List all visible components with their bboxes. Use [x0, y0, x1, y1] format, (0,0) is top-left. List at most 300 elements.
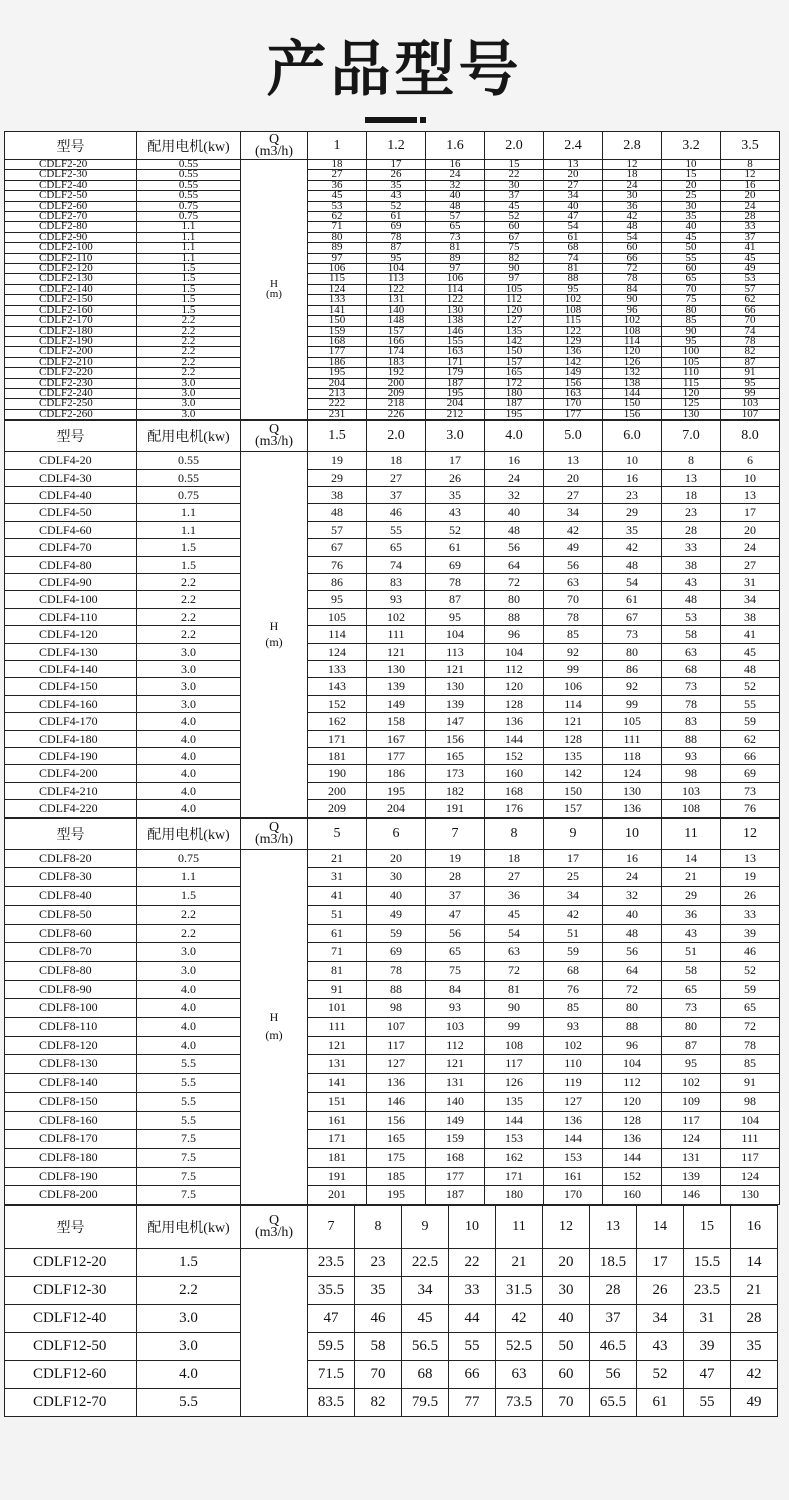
head-value-cell: 45 — [308, 191, 367, 201]
head-value-cell: 121 — [426, 661, 485, 678]
head-value-cell: 117 — [367, 1036, 426, 1055]
head-value-cell: 165 — [367, 1130, 426, 1149]
head-value-cell: 83.5 — [308, 1389, 355, 1417]
head-value-cell: 80 — [603, 999, 662, 1018]
head-value-cell: 148 — [367, 316, 426, 326]
head-value-cell: 78 — [367, 232, 426, 242]
table-row — [5, 1249, 778, 1277]
head-value-cell: 45 — [721, 253, 780, 263]
head-value-cell: 149 — [367, 695, 426, 712]
head-value-cell: 91 — [721, 368, 780, 378]
head-value-cell: 73 — [426, 232, 485, 242]
head-value-cell: 29 — [662, 887, 721, 906]
flow-value-header: 5 — [308, 818, 367, 849]
head-value-cell: 48 — [308, 504, 367, 521]
head-value-cell: 136 — [544, 1111, 603, 1130]
head-value-cell: 42 — [603, 212, 662, 222]
model-header: 型号 — [5, 132, 137, 160]
flow-value-header: 13 — [590, 1206, 637, 1249]
head-value-cell: 68 — [544, 243, 603, 253]
head-value-cell: 102 — [662, 1074, 721, 1093]
flow-value-header: 7 — [308, 1206, 355, 1249]
head-value-cell: 18.5 — [590, 1249, 637, 1277]
table-row — [5, 661, 780, 678]
head-value-cell: 95 — [544, 284, 603, 294]
table-row — [5, 399, 780, 409]
head-value-cell: 35.5 — [308, 1277, 355, 1305]
motor-power-cell: 2.2 — [137, 626, 241, 643]
head-value-cell: 13 — [721, 849, 780, 868]
head-value-cell: 131 — [308, 1055, 367, 1074]
table-row — [5, 748, 780, 765]
head-value-cell: 6 — [721, 452, 780, 469]
flow-value-header: 10 — [449, 1206, 496, 1249]
head-value-cell: 73 — [662, 999, 721, 1018]
head-value-cell: 20 — [544, 469, 603, 486]
head-value-cell: 204 — [367, 800, 426, 817]
head-value-cell: 91 — [308, 980, 367, 999]
motor-power-cell: 4.0 — [137, 800, 241, 817]
head-value-cell: 156 — [426, 730, 485, 747]
head-value-cell: 35 — [731, 1333, 778, 1361]
head-value-cell: 195 — [426, 388, 485, 398]
head-value-cell: 17 — [544, 849, 603, 868]
motor-power-cell: 1.5 — [137, 539, 241, 556]
head-value-cell: 87 — [426, 591, 485, 608]
model-cell: CDLF2-160 — [5, 305, 137, 315]
flow-value-header: 1 — [308, 132, 367, 160]
head-value-cell: 170 — [544, 399, 603, 409]
motor-power-cell: 1.1 — [137, 232, 241, 242]
head-value-cell: 168 — [426, 1148, 485, 1167]
head-value-cell: 24 — [603, 180, 662, 190]
head-value-cell: 22 — [449, 1249, 496, 1277]
head-value-cell: 124 — [662, 1130, 721, 1149]
head-value-cell: 39 — [721, 924, 780, 943]
head-value-cell: 36 — [308, 180, 367, 190]
head-value-cell: 122 — [426, 295, 485, 305]
head-value-cell: 72 — [603, 980, 662, 999]
head-unit-text: (m) — [265, 635, 283, 650]
table-row — [5, 1130, 780, 1149]
head-value-cell: 70 — [721, 316, 780, 326]
table-row — [5, 1389, 778, 1417]
head-value-cell: 181 — [308, 748, 367, 765]
head-value-cell: 21 — [662, 868, 721, 887]
head-value-cell: 200 — [308, 782, 367, 799]
head-value-cell: 180 — [485, 388, 544, 398]
head-value-cell: 54 — [544, 222, 603, 232]
head-unit-text: (m) — [265, 1027, 283, 1042]
head-value-cell: 17 — [637, 1249, 684, 1277]
head-value-cell: 95 — [426, 608, 485, 625]
head-value-cell: 121 — [308, 1036, 367, 1055]
head-value-cell: 102 — [603, 316, 662, 326]
head-value-cell: 78 — [544, 608, 603, 625]
model-cell: CDLF8-160 — [5, 1111, 137, 1130]
model-cell: CDLF2-60 — [5, 201, 137, 211]
head-value-cell: 177 — [367, 748, 426, 765]
table-row — [5, 1074, 780, 1093]
head-value-cell: 24 — [485, 469, 544, 486]
motor-power-cell: 0.55 — [137, 469, 241, 486]
model-cell: CDLF12-40 — [5, 1305, 137, 1333]
head-value-cell: 52.5 — [496, 1333, 543, 1361]
head-value-cell: 36 — [662, 905, 721, 924]
head-value-cell: 61 — [308, 924, 367, 943]
head-value-cell: 115 — [544, 316, 603, 326]
motor-power-cell: 3.0 — [137, 409, 241, 419]
head-value-cell: 51 — [662, 943, 721, 962]
head-value-cell: 76 — [308, 556, 367, 573]
motor-power-cell: 5.5 — [137, 1074, 241, 1093]
head-value-cell: 33 — [721, 905, 780, 924]
head-value-cell: 61 — [426, 539, 485, 556]
head-value-cell: 81 — [426, 243, 485, 253]
flow-unit: (m3/h) — [254, 143, 294, 159]
table-row — [5, 678, 780, 695]
model-cell: CDLF8-120 — [5, 1036, 137, 1055]
model-cell: CDLF2-110 — [5, 253, 137, 263]
table-row — [5, 1333, 778, 1361]
head-value-cell: 95 — [721, 378, 780, 388]
head-value-cell: 33 — [662, 539, 721, 556]
table-row — [5, 521, 780, 538]
table-row — [5, 1277, 778, 1305]
head-value-cell: 63 — [662, 643, 721, 660]
head-value-cell: 40 — [543, 1305, 590, 1333]
head-value-cell: 108 — [603, 326, 662, 336]
head-value-cell: 84 — [426, 980, 485, 999]
head-value-cell: 209 — [308, 800, 367, 817]
head-value-cell: 34 — [544, 191, 603, 201]
head-value-cell: 23 — [662, 504, 721, 521]
head-value-cell: 69 — [367, 222, 426, 232]
head-value-cell: 31 — [684, 1305, 731, 1333]
table-row — [5, 409, 780, 419]
head-value-cell: 100 — [662, 347, 721, 357]
head-value-cell: 10 — [603, 452, 662, 469]
motor-power-cell: 0.75 — [137, 486, 241, 503]
head-value-cell: 80 — [308, 232, 367, 242]
table-row — [5, 556, 780, 573]
head-value-cell: 60 — [543, 1361, 590, 1389]
motor-power-cell: 4.0 — [137, 1361, 241, 1389]
head-value-cell: 191 — [308, 1167, 367, 1186]
head-value-cell: 82 — [721, 347, 780, 357]
flow-value-header: 12 — [543, 1206, 590, 1249]
head-value-cell: 65 — [662, 980, 721, 999]
head-value-cell: 157 — [485, 357, 544, 367]
table-row — [5, 486, 780, 503]
table-row — [5, 591, 780, 608]
flow-value-header: 4.0 — [485, 421, 544, 452]
head-value-cell: 130 — [721, 1186, 780, 1205]
model-cell: CDLF8-110 — [5, 1018, 137, 1037]
head-value-cell: 136 — [544, 347, 603, 357]
motor-power-cell: 3.0 — [137, 643, 241, 660]
head-value-cell: 59 — [721, 713, 780, 730]
head-value-cell: 17 — [721, 504, 780, 521]
head-value-cell: 160 — [485, 765, 544, 782]
head-value-cell: 110 — [662, 368, 721, 378]
head-value-cell: 23.5 — [308, 1249, 355, 1277]
head-value-cell: 54 — [603, 574, 662, 591]
head-value-cell: 128 — [603, 1111, 662, 1130]
head-value-cell: 113 — [367, 274, 426, 284]
head-value-cell: 105 — [485, 284, 544, 294]
head-value-cell: 195 — [367, 1186, 426, 1205]
head-value-cell: 226 — [367, 409, 426, 419]
head-value-cell: 96 — [603, 305, 662, 315]
head-value-cell: 108 — [485, 1036, 544, 1055]
head-value-cell: 74 — [544, 253, 603, 263]
head-value-cell: 30 — [543, 1277, 590, 1305]
flow-label: Q — [268, 1213, 280, 1229]
head-value-cell: 114 — [603, 336, 662, 346]
flow-header — [241, 818, 308, 849]
head-value-cell: 112 — [603, 1074, 662, 1093]
head-value-cell: 34 — [402, 1277, 449, 1305]
head-value-cell: 90 — [485, 264, 544, 274]
head-value-cell: 41 — [721, 243, 780, 253]
motor-power-cell: 4.0 — [137, 1018, 241, 1037]
model-cell: CDLF2-80 — [5, 222, 137, 232]
head-value-cell: 111 — [308, 1018, 367, 1037]
head-value-cell: 171 — [308, 730, 367, 747]
head-value-cell: 200 — [367, 378, 426, 388]
head-value-cell: 70 — [544, 591, 603, 608]
head-value-cell: 144 — [544, 1130, 603, 1149]
head-value-cell: 131 — [662, 1148, 721, 1167]
head-value-cell: 105 — [662, 357, 721, 367]
head-value-cell: 114 — [544, 695, 603, 712]
head-value-cell: 122 — [544, 326, 603, 336]
head-value-cell: 28 — [662, 521, 721, 538]
head-value-cell: 158 — [367, 713, 426, 730]
head-value-cell: 103 — [426, 1018, 485, 1037]
table-row — [5, 924, 780, 943]
head-value-cell: 102 — [544, 295, 603, 305]
head-value-cell: 136 — [603, 800, 662, 817]
model-cell: CDLF4-200 — [5, 765, 137, 782]
head-value-cell: 71 — [308, 222, 367, 232]
head-value-cell: 47 — [308, 1305, 355, 1333]
head-value-cell: 19 — [308, 452, 367, 469]
head-value-cell: 23.5 — [684, 1277, 731, 1305]
head-value-cell: 28 — [426, 868, 485, 887]
head-value-cell: 67 — [603, 608, 662, 625]
head-value-cell: 50 — [543, 1333, 590, 1361]
model-cell: CDLF2-150 — [5, 295, 137, 305]
model-cell: CDLF2-70 — [5, 212, 137, 222]
head-value-cell: 88 — [485, 608, 544, 625]
table-row — [5, 730, 780, 747]
table-row — [5, 849, 780, 868]
head-value-cell: 24 — [426, 170, 485, 180]
head-value-cell: 65 — [426, 943, 485, 962]
head-value-cell: 46.5 — [590, 1333, 637, 1361]
table-row — [5, 504, 780, 521]
head-value-cell: 209 — [367, 388, 426, 398]
model-cell: CDLF8-50 — [5, 905, 137, 924]
head-label-text: H — [270, 278, 278, 291]
flow-value-header: 6.0 — [603, 421, 662, 452]
head-value-cell: 35 — [355, 1277, 402, 1305]
head-value-cell: 86 — [308, 574, 367, 591]
model-cell: CDLF4-20 — [5, 452, 137, 469]
head-value-cell: 87 — [721, 357, 780, 367]
motor-power-header: 配用电机(kw) — [137, 421, 241, 452]
table-row — [5, 180, 780, 190]
motor-power-header: 配用电机(kw) — [137, 132, 241, 160]
table-row — [5, 1148, 780, 1167]
head-value-cell: 93 — [367, 591, 426, 608]
head-value-cell: 104 — [367, 264, 426, 274]
model-cell: CDLF8-40 — [5, 887, 137, 906]
model-cell: CDLF4-120 — [5, 626, 137, 643]
motor-power-cell: 1.1 — [137, 253, 241, 263]
flow-value-header: 6 — [367, 818, 426, 849]
head-value-cell: 127 — [367, 1055, 426, 1074]
head-value-cell: 162 — [308, 713, 367, 730]
head-value-cell: 14 — [662, 849, 721, 868]
head-value-cell: 146 — [662, 1186, 721, 1205]
head-value-cell: 62 — [721, 730, 780, 747]
model-cell: CDLF4-170 — [5, 713, 137, 730]
head-value-cell: 41 — [721, 626, 780, 643]
head-value-cell: 139 — [426, 695, 485, 712]
head-value-cell: 151 — [308, 1092, 367, 1111]
head-value-cell: 37 — [485, 191, 544, 201]
head-value-cell: 85 — [544, 999, 603, 1018]
flow-value-header: 1.5 — [308, 421, 367, 452]
head-value-cell: 26 — [637, 1277, 684, 1305]
motor-power-cell: 2.2 — [137, 347, 241, 357]
head-value-cell: 90 — [662, 326, 721, 336]
head-value-cell: 180 — [485, 1186, 544, 1205]
head-value-cell: 56 — [544, 556, 603, 573]
head-value-cell: 45 — [721, 643, 780, 660]
head-value-cell: 56 — [426, 924, 485, 943]
table-row — [5, 170, 780, 180]
head-value-cell: 36 — [485, 887, 544, 906]
head-value-cell: 83 — [662, 713, 721, 730]
motor-power-cell: 1.5 — [137, 274, 241, 284]
model-cell: CDLF2-190 — [5, 336, 137, 346]
table-row — [5, 284, 780, 294]
head-value-cell: 68 — [402, 1361, 449, 1389]
table-row — [5, 357, 780, 367]
head-value-cell: 182 — [426, 782, 485, 799]
table-row — [5, 253, 780, 263]
head-value-cell: 71.5 — [308, 1361, 355, 1389]
motor-power-cell: 7.5 — [137, 1148, 241, 1167]
head-value-cell: 71 — [308, 943, 367, 962]
head-value-cell: 183 — [367, 357, 426, 367]
head-value-cell: 34 — [544, 887, 603, 906]
head-value-cell: 21 — [731, 1277, 778, 1305]
head-value-cell: 136 — [603, 1130, 662, 1149]
head-value-cell: 102 — [544, 1036, 603, 1055]
head-value-cell: 85 — [662, 316, 721, 326]
head-value-cell: 42 — [544, 905, 603, 924]
head-value-cell: 212 — [426, 409, 485, 419]
motor-power-cell: 1.5 — [137, 305, 241, 315]
head-value-cell: 166 — [367, 336, 426, 346]
model-cell: CDLF2-130 — [5, 274, 137, 284]
motor-power-cell: 2.2 — [137, 357, 241, 367]
flow-value-header: 8.0 — [721, 421, 780, 452]
motor-power-cell: 2.2 — [137, 316, 241, 326]
head-value-cell: 144 — [603, 1148, 662, 1167]
head-value-cell: 80 — [662, 305, 721, 315]
motor-power-header: 配用电机(kw) — [137, 818, 241, 849]
head-value-cell: 28 — [590, 1277, 637, 1305]
head-value-cell: 186 — [367, 765, 426, 782]
head-value-cell: 121 — [544, 713, 603, 730]
head-value-cell: 174 — [367, 347, 426, 357]
flow-value-header: 3.2 — [662, 132, 721, 160]
table-row — [5, 368, 780, 378]
head-value-cell: 195 — [485, 409, 544, 419]
head-value-cell: 43 — [662, 574, 721, 591]
head-value-cell: 87 — [367, 243, 426, 253]
head-value-cell: 38 — [662, 556, 721, 573]
head-value-cell: 60 — [485, 222, 544, 232]
head-value-cell: 56 — [603, 943, 662, 962]
head-value-cell: 107 — [367, 1018, 426, 1037]
head-value-cell: 129 — [544, 336, 603, 346]
model-cell: CDLF4-180 — [5, 730, 137, 747]
head-value-cell: 99 — [544, 661, 603, 678]
head-value-cell: 57 — [721, 284, 780, 294]
head-value-cell: 131 — [426, 1074, 485, 1093]
head-value-cell: 84 — [603, 284, 662, 294]
model-cell: CDLF8-140 — [5, 1074, 137, 1093]
head-value-cell: 49 — [367, 905, 426, 924]
model-cell: CDLF2-210 — [5, 357, 137, 367]
head-value-cell: 144 — [485, 730, 544, 747]
head-value-cell: 131 — [367, 295, 426, 305]
head-value-cell: 168 — [485, 782, 544, 799]
model-cell: CDLF2-220 — [5, 368, 137, 378]
head-value-cell: 135 — [485, 1092, 544, 1111]
head-value-cell: 81 — [485, 980, 544, 999]
model-cell: CDLF4-210 — [5, 782, 137, 799]
table-row — [5, 1018, 780, 1037]
model-cell: CDLF12-60 — [5, 1361, 137, 1389]
model-cell: CDLF4-190 — [5, 748, 137, 765]
head-value-cell: 64 — [603, 961, 662, 980]
head-value-cell: 89 — [308, 243, 367, 253]
head-value-cell: 120 — [603, 347, 662, 357]
head-value-cell: 37 — [721, 232, 780, 242]
head-value-cell: 56 — [485, 539, 544, 556]
head-value-cell: 18 — [485, 849, 544, 868]
head-value-cell: 38 — [721, 608, 780, 625]
head-value-cell: 150 — [485, 347, 544, 357]
model-cell: CDLF2-180 — [5, 326, 137, 336]
motor-power-cell: 0.75 — [137, 201, 241, 211]
motor-power-header: 配用电机(kw) — [137, 1206, 241, 1249]
head-value-cell: 95 — [367, 253, 426, 263]
motor-power-cell: 1.5 — [137, 295, 241, 305]
head-value-cell: 51 — [544, 924, 603, 943]
motor-power-cell: 3.0 — [137, 399, 241, 409]
head-value-cell: 112 — [426, 1036, 485, 1055]
head-value-cell: 152 — [485, 748, 544, 765]
